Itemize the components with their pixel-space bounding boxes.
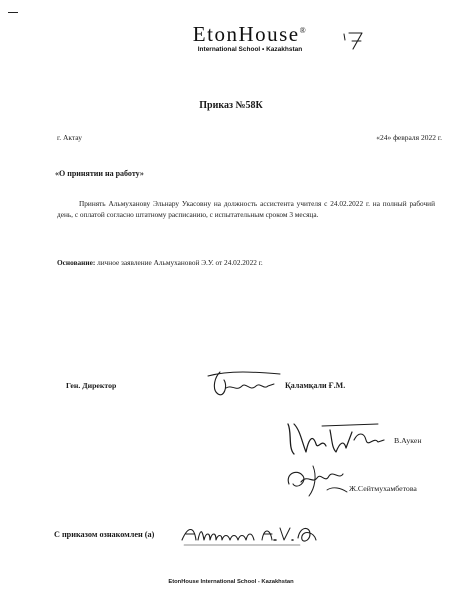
basis-label: Основание: (57, 258, 96, 267)
school-logo (170, 22, 330, 53)
corner-mark (8, 12, 18, 13)
order-basis (57, 258, 263, 267)
signer-aukhen-name: В.Аукен (394, 436, 422, 445)
logo-name: EtonHouse® (192, 22, 308, 46)
order-body: Принять Альмуханову Эльнару Укасовну на должность ассистента учителя с 24.02.2022 г. на полный рабочий день, с оплатой согласно штатному расписанию, с испытательным сроком 3 месяца. (57, 199, 435, 219)
director-signature (200, 368, 290, 404)
registered-mark: ® (299, 26, 308, 35)
signature-seitmukhambetova (283, 462, 353, 502)
order-city: г. Актау (57, 133, 83, 142)
page-footer: EtonHouse International School - Kazakhstan (168, 579, 294, 585)
basis-text: личное заявление Альмухановой Э.У. от 24.02.2022 г. (95, 258, 263, 267)
order-title: Приказ №58К (199, 100, 263, 111)
logo-subtitle: International School • Kazakhstan (197, 46, 303, 53)
signature-aukhen (282, 418, 392, 460)
acknowledgement-label: С приказом ознакомлен (а) (54, 530, 155, 539)
order-date: «24» февраля 2022 г. (376, 133, 442, 142)
acknowledgement-handwritten-signature (180, 520, 320, 550)
director-role: Ген. Директор (66, 381, 117, 390)
handwritten-number-mark (340, 30, 370, 52)
order-subject: «О принятии на работу» (55, 169, 144, 178)
signer-seitmukhambetova-name: Ж.Сейтмухамбетова (349, 484, 417, 493)
director-name: Қаламқали Ғ.М. (285, 381, 346, 390)
